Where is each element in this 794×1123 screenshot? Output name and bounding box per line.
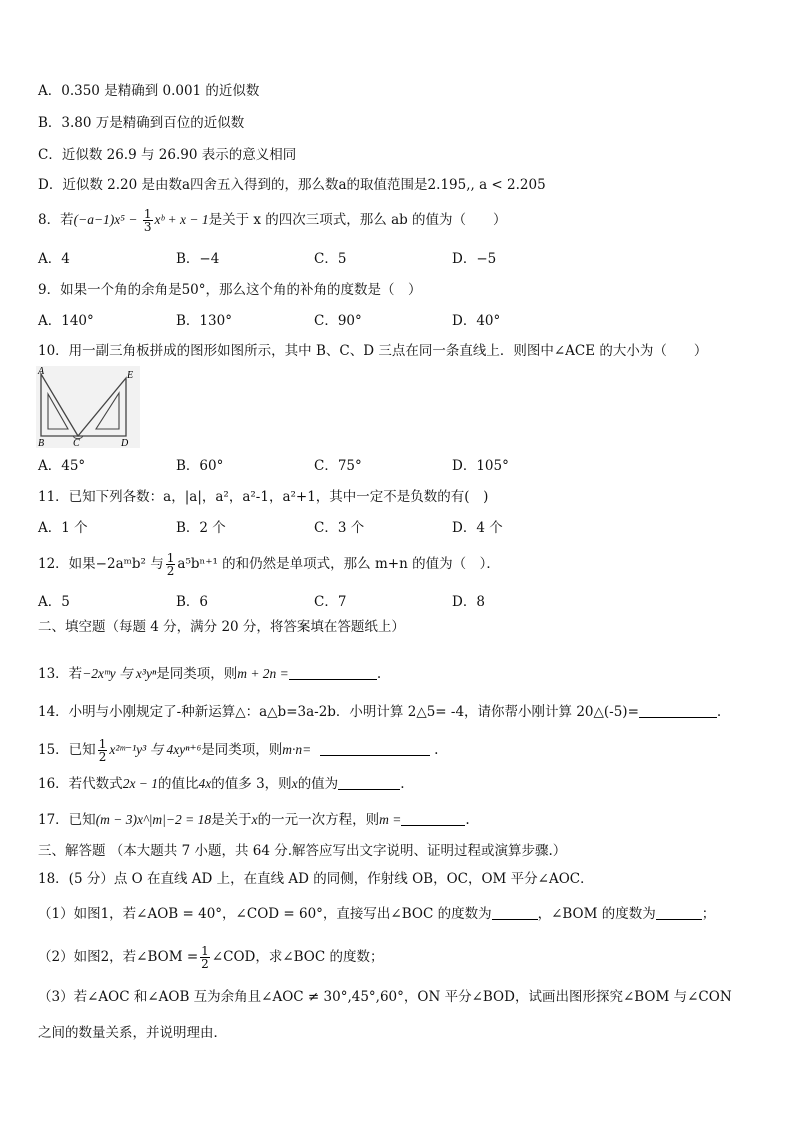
- q8-expr2: xᵇ + x − 1: [154, 212, 209, 227]
- q7-option-a: A．0.350 是精确到 0.001 的近似数: [38, 83, 260, 99]
- q14-text: 14．小明与小刚规定了-种新运算△：a△b=3a-2b．小明计算 2△5= -4，请你帮小刚计算 20△(-5)=: [38, 704, 639, 720]
- q13-prefix: 13．若: [38, 666, 83, 682]
- q18-part1-c: ；: [701, 906, 716, 922]
- q11-option-a: A．1 个: [38, 520, 88, 536]
- q18-part3: （3）若∠AOC 和∠AOB 互为余角且∠AOC ≠ 30°,45°,60°，ON 平分∠BOD，试画出图形探究∠BOM 与∠CON: [38, 989, 732, 1005]
- section-2-heading: 二、填空题（每题 4 分，满分 20 分，将答案填在答题纸上）: [38, 619, 405, 635]
- q9-option-c: C．90°: [314, 313, 362, 329]
- q13-end: .: [376, 666, 382, 682]
- q12-prefix: 12．如果−2aᵐb² 与: [38, 556, 164, 572]
- fig-label-d: D: [121, 438, 129, 448]
- q12-option-d: D．8: [452, 594, 485, 610]
- q18-part2-fraction: [200, 945, 210, 970]
- q16-question: [38, 775, 404, 793]
- q13-expr2: m + 2n =: [237, 666, 289, 681]
- q16-mid: 的值比: [158, 776, 199, 792]
- q17-expr2: x: [251, 812, 258, 827]
- q17-prefix: 17．已知: [38, 812, 96, 828]
- q8-prefix: 8．若: [38, 212, 74, 228]
- q13-answer-blank[interactable]: [289, 665, 377, 680]
- q8-question: [38, 208, 507, 233]
- q17-expr: (m − 3)x^|m|−2 = 18: [95, 812, 212, 827]
- q10-option-c: C．75°: [314, 458, 362, 474]
- q15-prefix: 15．已知: [38, 742, 96, 758]
- q16-end: .: [400, 776, 405, 792]
- q18-part2-b: ∠COD，求∠BOC 的度数；: [211, 949, 384, 965]
- q17-expr3: m =: [379, 812, 402, 827]
- q18-part1: [38, 905, 715, 923]
- q14-question: [38, 703, 721, 721]
- q9-option-a: A．140°: [38, 313, 94, 329]
- q16-expr2: 4x: [198, 776, 212, 791]
- q12-frac-den: 2: [166, 564, 175, 578]
- q10-question: 10．用一副三角板拼成的图形如图所示，其中 B、C、D 三点在同一条直线上．则图中∠ACE 的大小为（ ）: [38, 343, 708, 359]
- q18-part1-b: ，∠BOM 的度数为: [537, 906, 656, 922]
- q11-option-c: C．3 个: [314, 520, 365, 536]
- q13-mid: 是同类项，则: [156, 666, 238, 682]
- q12-suffix: a⁵bⁿ⁺¹ 的和仍然是单项式，那么 m+n 的值为（ ）．: [177, 556, 500, 572]
- q18-intro: 18．(5 分）点 O 在直线 AD 上，在直线 AD 的同侧，作射线 OB，OC，OM 平分∠AOC．: [38, 871, 594, 887]
- q8-option-c: C．5: [314, 251, 347, 267]
- q8-frac-num: 1: [143, 207, 152, 221]
- q15-mid: 是同类项，则: [201, 742, 283, 758]
- q8-option-b: B．−4: [176, 251, 220, 267]
- q7-option-c: C．近似数 26.9 与 26.90 表示的意义相同: [38, 147, 297, 163]
- q18-bom-blank[interactable]: [656, 905, 702, 920]
- triangle-set-figure: [36, 366, 140, 448]
- q15-end: .: [434, 742, 439, 758]
- q9-question: 9．如果一个角的余角是50°，那么这个角的补角的度数是（ ）: [38, 282, 422, 298]
- q18-frac-den: 2: [201, 957, 209, 971]
- q9-option-d: D．40°: [452, 313, 501, 329]
- q8-frac-den: 3: [143, 220, 152, 234]
- q12-option-c: C．7: [314, 594, 347, 610]
- q14-answer-blank[interactable]: [639, 703, 717, 718]
- q7-option-d: D．近似数 2.20 是由数a四舍五入得到的，那么数a的取值范围是2.195,, a < 2.205: [38, 177, 546, 193]
- q18-frac-num: 1: [201, 944, 209, 958]
- q8-option-d: D．−5: [452, 251, 497, 267]
- q10-option-a: A．45°: [38, 458, 86, 474]
- q12-option-b: B．6: [176, 594, 209, 610]
- q18-part1-a: （1）如图1，若∠AOB = 40°，∠COD = 60°，直接写出∠BOC 的度数为: [38, 906, 492, 922]
- q12-question: [38, 552, 500, 577]
- q10-option-b: B．60°: [176, 458, 224, 474]
- q7-option-b: B．3.80 万是精确到百位的近似数: [38, 115, 245, 131]
- q18-part2-a: （2）如图2，若∠BOM =: [38, 949, 199, 965]
- q9-option-b: B．130°: [176, 313, 232, 329]
- q16-prefix: 16．若代数式: [38, 776, 123, 792]
- fig-label-e: E: [127, 370, 134, 381]
- q16-mid2: 的值多 3，则: [211, 776, 292, 792]
- q14-end: .: [716, 704, 722, 720]
- q13-expr: −2xᵐy 与 x³yⁿ: [82, 666, 157, 681]
- q10-option-d: D．105°: [452, 458, 509, 474]
- section-3-heading: 三、解答题 （本大题共 7 小题，共 64 分.解答应写出文字说明、证明过程或演算步骤.）: [38, 843, 567, 859]
- q17-mid: 是关于: [211, 812, 252, 828]
- q16-answer-blank[interactable]: [338, 775, 400, 790]
- q13-question: [38, 665, 381, 683]
- q16-expr: 2x − 1: [122, 776, 159, 791]
- q11-question: 11．已知下列各数：a，|a|，a²，a²-1，a²+1，其中一定不是负数的有( ): [38, 489, 489, 505]
- q11-option-b: B．2 个: [176, 520, 226, 536]
- q16-suffix: 的值为: [297, 776, 339, 792]
- q17-end: .: [465, 812, 470, 828]
- q8-suffix: 是关于 x 的四次三项式，那么 ab 的值为（ ）: [208, 212, 507, 228]
- q18-part2: [38, 945, 384, 970]
- q15-question: [38, 738, 438, 763]
- q12-frac-num: 1: [166, 551, 175, 565]
- q11-option-d: D．4 个: [452, 520, 503, 536]
- q12-fraction: [166, 552, 176, 577]
- fig-label-b: B: [38, 438, 45, 448]
- q18-boc-blank[interactable]: [492, 905, 538, 920]
- q17-answer-blank[interactable]: [401, 811, 465, 826]
- q8-expr: (−a−1)x⁵ −: [73, 212, 141, 227]
- q15-fraction: [98, 738, 108, 763]
- q15-expr2: m·n=: [282, 742, 312, 757]
- fig-label-c: C: [73, 438, 80, 448]
- q8-option-a: A．4: [38, 251, 70, 267]
- q15-frac-num: 1: [98, 737, 107, 751]
- q15-expr: x²ᵐ⁻¹y³ 与 4xyⁿ⁺⁶: [109, 742, 202, 757]
- q17-suffix: 的一元一次方程，则: [257, 812, 380, 828]
- q15-frac-den: 2: [98, 750, 107, 764]
- q17-question: [38, 811, 470, 829]
- q8-fraction: [143, 208, 153, 233]
- fig-label-a: A: [38, 366, 45, 377]
- q15-answer-blank[interactable]: [320, 741, 430, 756]
- q16-expr3: x: [291, 776, 298, 791]
- q18-part3-cont: 之间的数量关系，并说明理由．: [38, 1025, 227, 1041]
- q12-option-a: A．5: [38, 594, 70, 610]
